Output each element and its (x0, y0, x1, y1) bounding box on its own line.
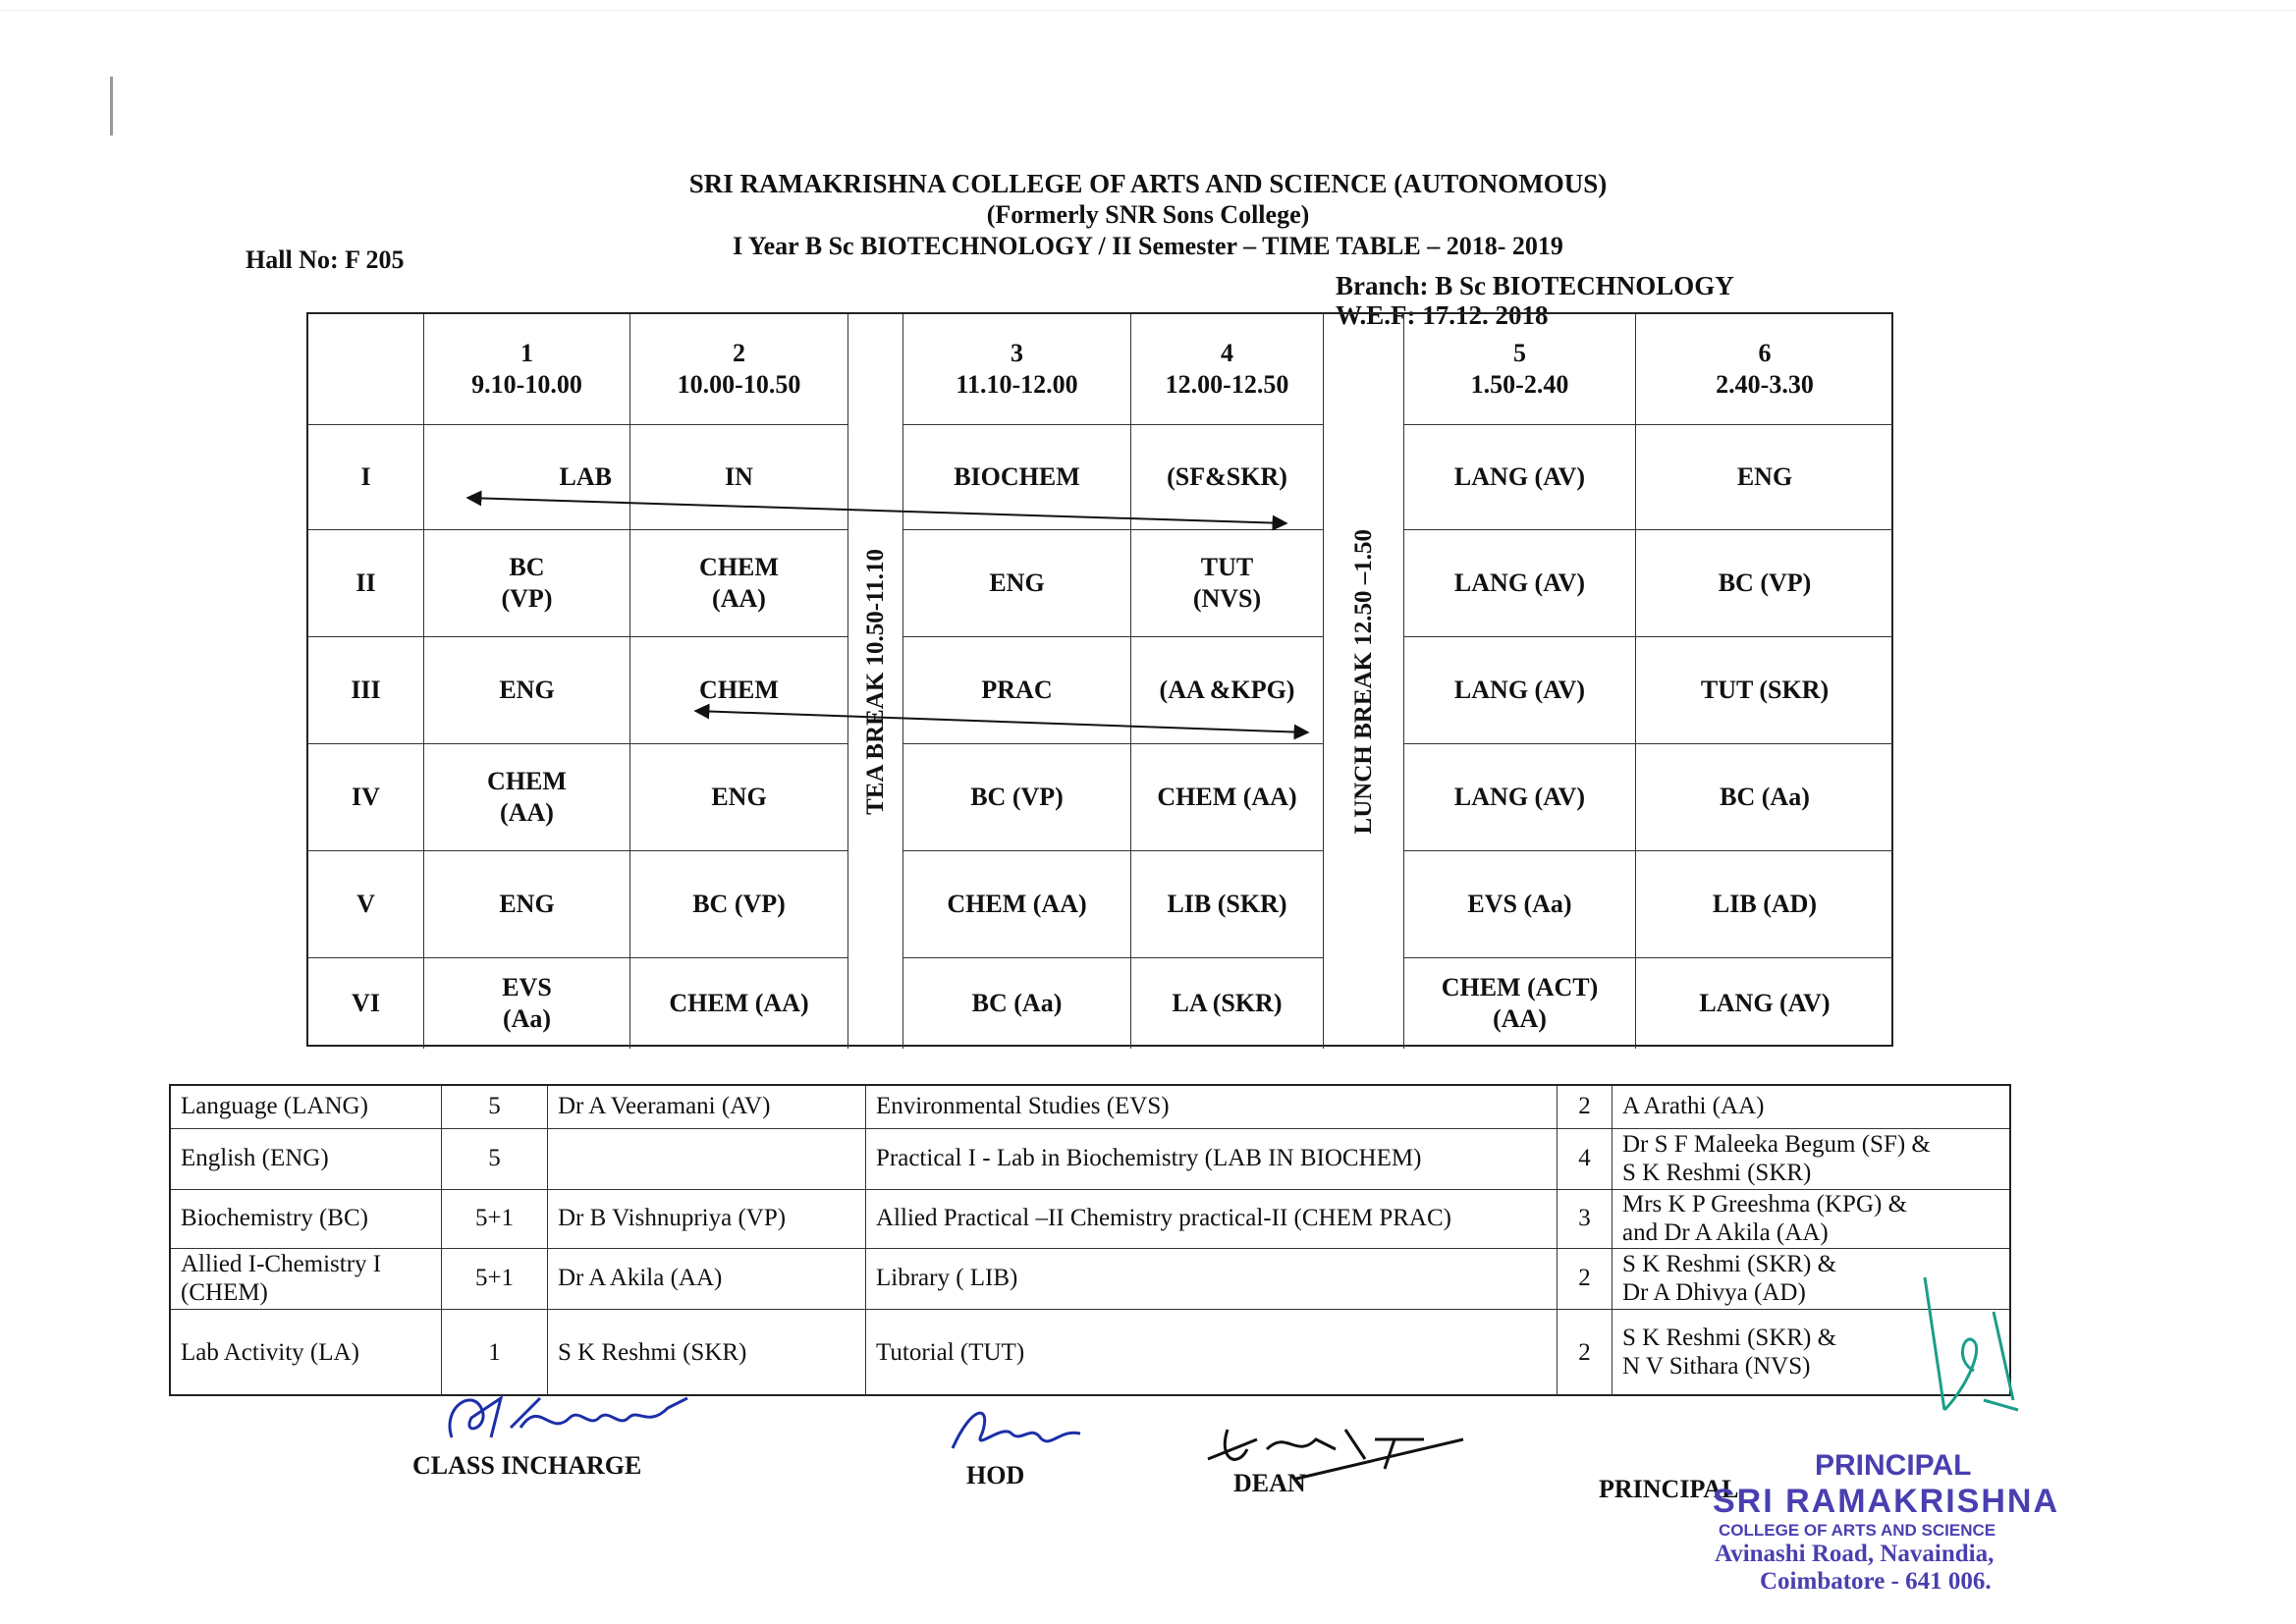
subject-staff: S K Reshmi (SKR) & Dr A Dhivya (AD) (1613, 1249, 2009, 1310)
tea-break-label: TEA BREAK 10.50-11.10 (861, 548, 889, 815)
subject-name: Lab Activity (LA) (171, 1310, 442, 1396)
prac-span-arrow-day3 (695, 711, 1308, 732)
stamp-line: PRINCIPAL (1815, 1449, 1972, 1482)
day-label: VI (308, 958, 424, 1049)
slot-cell: CHEM (AA) (630, 530, 848, 637)
effective-date: W.E.F: 17.12. 2018 (1336, 300, 1549, 330)
slot-cell: LANG (AV) (1404, 744, 1636, 851)
slot-cell: LIB (SKR) (1131, 851, 1324, 958)
hod-label: HOD (966, 1461, 1025, 1489)
stamp-line: Avinashi Road, Navaindia, (1715, 1541, 1995, 1567)
slot-cell: (AA &KPG) (1131, 637, 1324, 744)
slot-cell: ENG (1636, 425, 1893, 530)
subject-hours: 5+1 (442, 1190, 548, 1249)
stamp-line: Coimbatore - 641 006. (1760, 1568, 1992, 1595)
subject-staff: Dr A Veeramani (AV) (548, 1086, 866, 1129)
subject-name: Biochemistry (BC) (171, 1190, 442, 1249)
scan-edge (0, 10, 2296, 11)
slot-cell: LANG (AV) (1699, 988, 1831, 1017)
class-incharge-label: CLASS INCHARGE (412, 1451, 642, 1480)
timetable-title: I Year B Sc BIOTECHNOLOGY / II Semester – TIME TABLE – 2018- 2019 (733, 232, 1563, 260)
principal-signature (1905, 1272, 2023, 1420)
hod-signature (943, 1394, 1090, 1463)
slot-cell: CHEM (ACT) (AA) (1404, 958, 1636, 1049)
subject-name: Language (LANG) (171, 1086, 442, 1129)
slot-cell: TUT (SKR) (1636, 637, 1893, 744)
slot-cell: BC (VP) (903, 744, 1131, 851)
subject-name: Allied Practical –II Chemistry practical-II (CHEM PRAC) (866, 1190, 1558, 1249)
class-incharge-signature (432, 1379, 707, 1457)
subject-staff (548, 1129, 866, 1190)
period-number: 3 (1011, 338, 1023, 367)
slot-cell: CHEM (AA) (903, 851, 1131, 958)
slot-cell: LANG (AV) (1404, 425, 1636, 530)
slot-cell: BC (VP) (630, 851, 848, 958)
subject-name: Environmental Studies (EVS) (866, 1086, 1558, 1129)
period-time: 9.10-10.00 (471, 370, 582, 399)
principal-label: PRINCIPAL (1599, 1475, 1739, 1503)
slot-cell: BC (VP) (424, 530, 630, 637)
slot-cell: LAB (424, 425, 630, 530)
subject-staff: Mrs K P Greeshma (KPG) & and Dr A Akila (AA) (1613, 1190, 2009, 1249)
lab-span-arrow-day1 (467, 498, 1286, 523)
day-label: I (308, 425, 424, 530)
period-number: 6 (1758, 338, 1772, 367)
slot-cell: PRAC (903, 637, 1131, 744)
slot-cell: LA (SKR) (1131, 958, 1324, 1049)
slot-cell: BC (VP) (1636, 530, 1893, 637)
dean-label: DEAN (1233, 1469, 1306, 1497)
slot-cell: TUT (NVS) (1131, 530, 1324, 637)
college-formerly: (Formerly SNR Sons College) (986, 200, 1310, 229)
branch: Branch: B Sc BIOTECHNOLOGY (1336, 271, 1734, 300)
slot-cell: BC (Aa) (903, 958, 1131, 1049)
subject-staff: Dr B Vishnupriya (VP) (548, 1190, 866, 1249)
period-time: 2.40-3.30 (1716, 370, 1814, 399)
slot-cell: CHEM (AA) (424, 744, 630, 851)
period-number: 4 (1221, 338, 1233, 367)
scan-mark (110, 77, 113, 135)
stamp-line: SRI RAMAKRISHNA (1713, 1483, 2059, 1520)
slot-cell: LANG (AV) (1404, 637, 1636, 744)
college-name: SRI RAMAKRISHNA COLLEGE OF ARTS AND SCIENCE (AUTONOMOUS) (688, 169, 1608, 198)
slot-cell: BC (Aa) (1636, 744, 1893, 851)
day-label: II (308, 530, 424, 637)
subject-name: Library ( LIB) (866, 1249, 1558, 1310)
slot-cell: BIOCHEM (903, 425, 1131, 530)
slot-cell: (SF&SKR) (1131, 425, 1324, 530)
subject-staff: Dr A Akila (AA) (548, 1249, 866, 1310)
subject-staff: S K Reshmi (SKR) & N V Sithara (NVS) (1622, 1325, 1837, 1380)
period-number: 5 (1513, 338, 1526, 367)
slot-cell: ENG (903, 530, 1131, 637)
period-number: 2 (733, 338, 745, 367)
slot-cell: ENG (424, 637, 630, 744)
slot-cell: EVS (Aa) (1404, 851, 1636, 958)
subject-staff: S K Reshmi (SKR) (548, 1310, 866, 1396)
subject-hours: 2 (1558, 1249, 1613, 1310)
slot-cell: IN (630, 425, 848, 530)
period-number: 1 (520, 338, 533, 367)
slot-cell: LIB (AD) (1636, 851, 1893, 958)
subject-hours: 5+1 (442, 1249, 548, 1310)
subject-hours: 1 (442, 1310, 548, 1396)
subject-hours: 4 (1558, 1129, 1613, 1190)
subject-hours: 2 (1558, 1310, 1613, 1396)
subject-hours: 5 (442, 1129, 548, 1190)
subject-hours: 5 (442, 1086, 548, 1129)
subject-name: English (ENG) (171, 1129, 442, 1190)
slot-cell: ENG (630, 744, 848, 851)
period-time: 10.00-10.50 (677, 370, 801, 399)
period-time: 11.10-12.00 (956, 370, 1078, 399)
subject-hours: 2 (1558, 1086, 1613, 1129)
slot-cell: CHEM (AA) (630, 958, 848, 1049)
subject-staff: A Arathi (AA) (1613, 1086, 2009, 1129)
day-label: V (308, 851, 424, 958)
slot-cell: EVS (Aa) (424, 958, 630, 1049)
principal-stamp (1713, 1449, 2059, 1596)
stamp-line: COLLEGE OF ARTS AND SCIENCE (1719, 1521, 1996, 1540)
period-time: 12.00-12.50 (1165, 370, 1289, 399)
subject-hours: 3 (1558, 1190, 1613, 1249)
subject-name: Practical I - Lab in Biochemistry (LAB IN BIOCHEM) (866, 1129, 1558, 1190)
period-time: 1.50-2.40 (1470, 370, 1569, 399)
subject-name: Tutorial (TUT) (866, 1310, 1558, 1396)
lunch-break-label: LUNCH BREAK 12.50 –1.50 (1349, 528, 1377, 835)
subject-name: Allied I-Chemistry I (CHEM) (171, 1249, 442, 1310)
slot-cell: CHEM (AA) (1131, 744, 1324, 851)
hall-number: Hall No: F 205 (246, 245, 405, 274)
slot-cell: LANG (AV) (1404, 530, 1636, 637)
slot-cell: ENG (424, 851, 630, 958)
subject-staff: Dr S F Maleeka Begum (SF) & S K Reshmi (SKR) (1613, 1129, 2009, 1190)
subject-staff-table (169, 1084, 2011, 1396)
day-label: IV (308, 744, 424, 851)
slot-cell: CHEM (630, 637, 848, 744)
day-label: III (308, 637, 424, 744)
